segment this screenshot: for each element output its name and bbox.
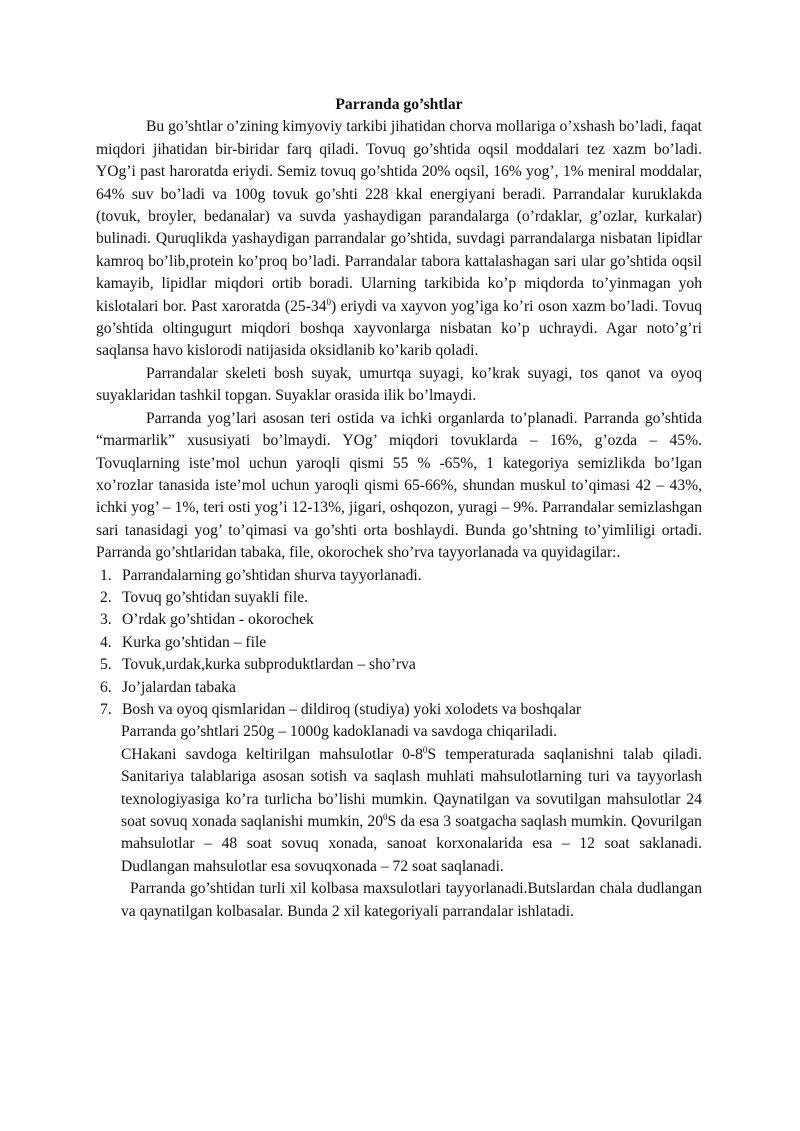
list-item	[96, 587, 702, 609]
list-item-text: Tovuk,urdak,kurka subproduktlardan – sho’rva	[122, 656, 416, 674]
list-item-number: 1.	[100, 566, 112, 584]
list-item-text: Parrandalarning go’shtidan shurva tayyorlanadi.	[122, 566, 422, 584]
list-item-number: 6.	[100, 678, 112, 696]
product-list	[96, 565, 702, 722]
document-page	[96, 94, 702, 923]
document-title: Parranda go’shtlar	[335, 96, 463, 113]
list-item-number: 7.	[100, 700, 112, 718]
paragraph-storage	[121, 744, 702, 878]
paragraph-skeleton: Parrandalar skeleti bosh suyak, umurtqa suyagi, ko’krak suyagi, tos qanot va oyoq suyaklaridan tashkil topgan. Suyaklar orasida ilik bo’lmaydi.	[96, 364, 702, 405]
list-item-text: O’rdak go’shtidan - okorochek	[122, 611, 314, 629]
list-item-number: 3.	[100, 611, 112, 629]
degree-superscript: 0	[422, 744, 428, 755]
list-item	[96, 677, 702, 699]
list-item-text: Jo’jalardan tabaka	[122, 678, 236, 696]
degree-superscript: 0	[383, 811, 388, 822]
list-item	[96, 632, 702, 654]
paragraph-storage-part-c: S da esa 3 soatgacha saqlash mumkin. Qovurilgan mahsulotlar – 48 soat sovuq xonada, sanoat korxonalarida esa – 12 soat saklanadi. Dudlangan mahsulotlar esa sovuqxonada – 72 soat saqlanadi.	[121, 813, 702, 875]
list-item-text: Bosh va oyoq qismlaridan – dildiroq (studiya) yoki xolodets va boshqalar	[122, 700, 582, 718]
paragraph-storage-part-a: CHakani savdoga keltirilgan mahsulotlar 0-8	[121, 745, 423, 763]
paragraph-composition-part-b: ) eriydi va xayvon yog’iga ko’ri oson xazm bo’ladi. Tovuq go’shtida oltingugurt miqdori boshqa xayvonlarga nisbatan ko’p uchraydi. Agar noto’g’ri saqlansa havo kislorodi natijasida oksidlanib ko’karib qoladi.	[96, 297, 703, 360]
list-item-number: 2.	[100, 588, 112, 606]
paragraph-composition-part-a: Bu go’shtlar o’zining kimyoviy tarkibi jihatidan chorva mollariga o’xshash bo’ladi, faqat miqdori jihatidan bir-biridar farq qiladi. Tovuq go’shtida oqsil moddalari tez xazm bo’ladi. YOg’i past haroratda eriydi. Semiz tovuq go’shtida 20% oqsil, 16% yog’, 1% meniral moddalar, 64% suv bo’ladi va 100g tovuk go’shti 228 kkal energiyani beradi. Parrandalar kuruklakda (tovuk, broyler, bedanalar) va suvda yashaydigan parandalarga (o’rdaklar, g’ozlar, kurkalar) bulinadi. Quruqlikda yashaydigan parrandalar go’shtida, suvdagi parrandalarga nisbatan lipidlar kamroq bo’lib,protein ko’proq bo’ladi. Parrandalar tabora kattalashagan sari ular go’shtida oqsil kamayib, lipidlar miqdori ortib boradi. Ularning tarkibida ko’p miqdorda to’yinmagan yoh kislotalari bor. Past xaroratda (25-34	[96, 118, 702, 315]
list-item-text: Tovuq go’shtidan suyakli file.	[122, 588, 309, 606]
list-item-number: 5.	[100, 656, 112, 674]
list-item	[96, 699, 702, 721]
list-item	[96, 609, 702, 631]
paragraph-sausage: Parranda go’shtidan turli xil kolbasa maxsulotlari tayyorlanadi.Butslardan chala dudlangan va qaynatilgan kolbasalar. Bunda 2 xil kategoriyali parrandalar ishlatadi.	[121, 880, 702, 920]
list-item	[96, 565, 702, 587]
paragraph-storage-part-b: S temperaturada saqlanishni talab qiladi. Sanitariya talablariga asosan sotish va saqlash muhlati mahsulotlarning turi va tayyorlash texnologiyasiga ko’ra turlicha bo’lishi mumkin. Qaynatilgan va sovutilgan mahsulotlar 24 soat sovuq xonada saqlanishi mumkin, 20	[121, 745, 703, 830]
paragraph-composition	[96, 116, 702, 362]
list-item	[96, 654, 702, 676]
paragraph-packaging: Parranda go’shtlari 250g – 1000g kadoklanadi va savdoga chiqariladi.	[121, 723, 558, 741]
list-item-number: 4.	[100, 633, 112, 651]
paragraph-fat: Parranda yog’lari asosan teri ostida va ichki organlarda to’planadi. Parranda go’shtida “marmarlik” xususiyati bo’lmaydi. YOg’ miqdori tovuklarda – 16%, g’ozda – 45%. Tovuqlarning iste’mol uchun yaroqli qismi 55 % -65%, 1 kategoriya semizlikda bo’lgan xo’rozlar tanasida iste’mol uchun yaroqli qismi 65-66%, shundan muskul to’qimasi 42 – 43%, ichki yog’ – 1%, teri osti yog’i 12-13%, jigari, oshqozon, yuragi – 9%. Parrandalar semizlashgan sari tanasidagi yog’ to’qimasi va go’shti orta boshlaydi. Bunda go’shtning to’yimliligi ortadi. Parranda go’shtlaridan tabaka, file, okorochek sho’rva tayyorlanada va quyidagilar:.	[96, 409, 702, 562]
degree-superscript: 0	[326, 296, 332, 307]
list-item-text: Kurka go’shtidan – file	[122, 633, 267, 651]
